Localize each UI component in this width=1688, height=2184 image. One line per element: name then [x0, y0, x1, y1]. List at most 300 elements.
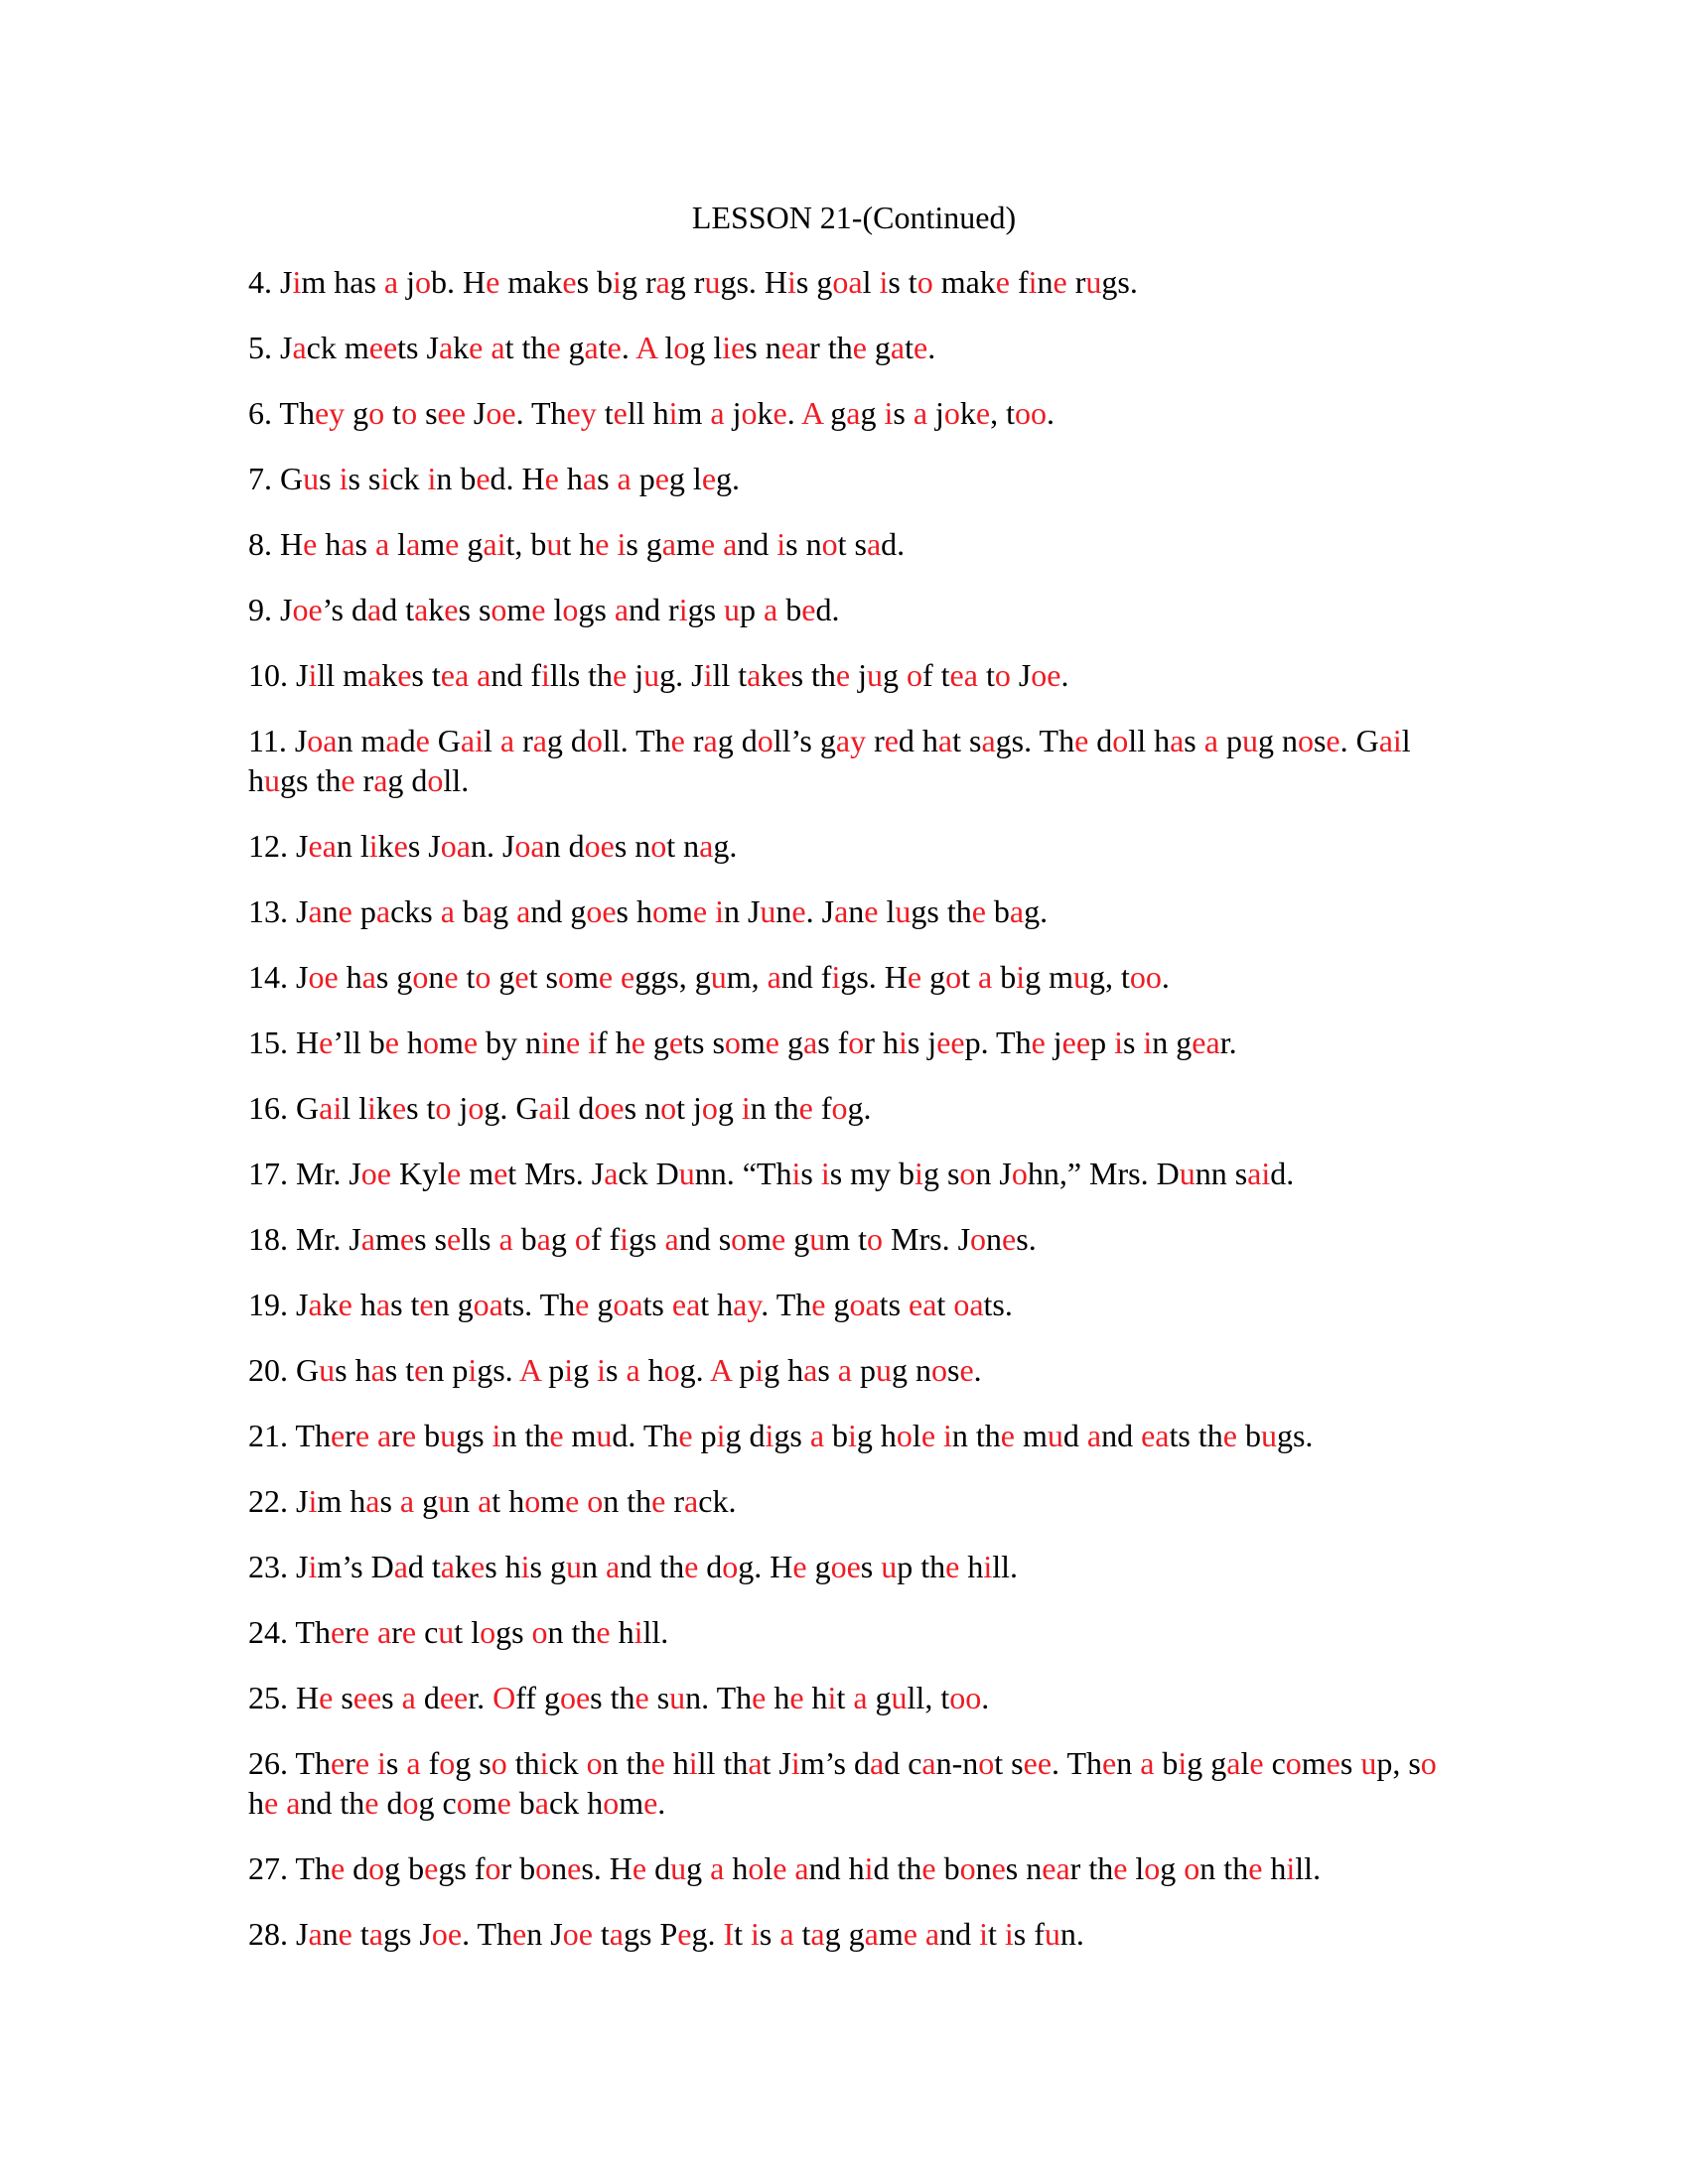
highlighted-vowel: ie [722, 330, 746, 365]
highlighted-vowel: o [916, 264, 933, 300]
text-segment: r [354, 762, 374, 798]
text-segment: d [345, 1850, 369, 1886]
sentence-line [248, 1612, 1440, 1652]
text-segment: r b [500, 1850, 536, 1886]
highlighted-vowel: i [368, 828, 378, 864]
highlighted-vowel: e [791, 893, 806, 929]
highlighted-vowel: i [633, 1614, 643, 1650]
text-segment: j [1045, 1024, 1062, 1060]
highlighted-vowel: i [366, 1090, 376, 1126]
highlighted-vowel: a [1203, 723, 1218, 758]
text-segment: s. H [581, 1850, 633, 1886]
highlighted-vowel: i [377, 1745, 386, 1781]
text-segment: n th [1199, 1850, 1249, 1886]
page-title: LESSON 21-(Continued) [691, 200, 1017, 235]
highlighted-vowel: o [456, 1785, 473, 1821]
text-segment: b [1154, 1745, 1179, 1781]
highlighted-vowel: a [1170, 723, 1185, 758]
text-segment: 17. Mr. J [248, 1156, 361, 1191]
text-segment: s [417, 395, 438, 431]
highlighted-vowel: i [864, 1850, 874, 1886]
text-segment: m [472, 1785, 497, 1821]
text-segment: ll. [992, 1549, 1019, 1584]
text-segment: n th [500, 1418, 550, 1453]
highlighted-vowel: o [468, 1090, 485, 1126]
text-segment: s n [745, 330, 781, 365]
text-segment: ts s [683, 1024, 725, 1060]
text-segment: 22. J [248, 1483, 309, 1519]
highlighted-vowel: i [380, 461, 390, 496]
text-segment: nd f [491, 657, 542, 693]
highlighted-vowel: e [319, 1680, 334, 1715]
text-segment: g [806, 1549, 831, 1584]
text-segment: gs [774, 1418, 810, 1453]
text-segment: gs. [1101, 264, 1138, 300]
text-segment: s f [1013, 1916, 1045, 1952]
text-segment: g [866, 330, 891, 365]
sentence-line [248, 1219, 1440, 1259]
highlighted-vowel: o [943, 395, 960, 431]
highlighted-vowel: e [419, 1287, 434, 1322]
text-segment: p th [897, 1549, 946, 1584]
text-segment: g. [691, 1916, 724, 1952]
highlighted-vowel: e [595, 526, 610, 562]
text-segment: s [1184, 723, 1204, 758]
highlighted-vowel: o [574, 1221, 591, 1257]
highlighted-vowel: a [846, 395, 861, 431]
highlighted-vowel: oa [307, 723, 338, 758]
text-segment: m has [301, 264, 384, 300]
highlighted-vowel: i [468, 1352, 478, 1388]
highlighted-vowel: oa [953, 1287, 984, 1322]
highlighted-vowel: I [723, 1916, 735, 1952]
text-segment: t s [994, 1745, 1024, 1781]
highlighted-vowel: e [414, 1352, 429, 1388]
highlighted-vowel: e [991, 1850, 1006, 1886]
highlighted-vowel: oa [473, 1287, 503, 1322]
text-segment: k [959, 395, 976, 431]
text-segment: g h [764, 1352, 804, 1388]
text-segment: f [1009, 264, 1029, 300]
text-segment: n. [1059, 1916, 1084, 1952]
sentence-line [248, 1088, 1440, 1128]
highlighted-vowel: o [475, 959, 492, 995]
text-segment: m [420, 526, 446, 562]
text-segment: , t [990, 395, 1016, 431]
text-segment: gs J [382, 1916, 432, 1952]
highlighted-vowel: e [596, 1614, 611, 1650]
highlighted-vowel: e [486, 264, 500, 300]
highlighted-vowel: a [803, 1352, 818, 1388]
highlighted-vowel: e [445, 526, 460, 562]
highlighted-vowel: o [701, 1090, 718, 1126]
text-segment: s [893, 395, 914, 431]
text-segment: n p [428, 1352, 469, 1388]
highlighted-vowel: ea [909, 1287, 937, 1322]
highlighted-vowel: a [802, 1024, 818, 1060]
highlighted-vowel: e [1002, 1221, 1017, 1257]
highlighted-vowel: u [867, 657, 883, 693]
text-segment: h [639, 1352, 664, 1388]
text-segment: gs P [623, 1916, 678, 1952]
highlighted-vowel: a [937, 723, 953, 758]
highlighted-vowel: a [377, 1418, 392, 1453]
highlighted-vowel: oa [613, 1287, 643, 1322]
text-segment: d. Th [612, 1418, 679, 1453]
highlighted-vowel: oe [1031, 657, 1061, 693]
highlighted-vowel: o [427, 762, 444, 798]
text-segment: nn s [1195, 1156, 1248, 1191]
text-segment: n. J [470, 828, 515, 864]
highlighted-vowel: u [670, 1850, 687, 1886]
text-segment: m [740, 1024, 766, 1060]
highlighted-vowel: o [1285, 1745, 1302, 1781]
text-segment: gs [687, 592, 725, 627]
text-segment: g d [725, 1418, 766, 1453]
text-segment [469, 657, 477, 693]
highlighted-vowel: a [370, 1352, 385, 1388]
highlighted-vowel: e [303, 526, 318, 562]
text-segment: gs th [911, 893, 972, 929]
sentence-line [248, 1350, 1440, 1390]
sentence-line [248, 1914, 1440, 1954]
text-segment: l [764, 1850, 774, 1886]
highlighted-vowel: u [724, 592, 741, 627]
highlighted-vowel: a [308, 1916, 323, 1952]
highlighted-vowel: a [532, 723, 547, 758]
text-segment: 12. J [248, 828, 309, 864]
highlighted-vowel: u [1260, 1418, 1277, 1453]
text-segment: gs. H [840, 959, 908, 995]
highlighted-vowel: o [722, 1549, 739, 1584]
text-segment: s t [406, 1090, 436, 1126]
highlighted-vowel: i [496, 526, 506, 562]
text-segment: 28. J [248, 1916, 309, 1952]
text-segment [369, 1614, 377, 1650]
text-segment: h [803, 1680, 828, 1715]
text-segment: 6. Th [248, 395, 315, 431]
highlighted-vowel: a [361, 959, 376, 995]
text-segment: p [852, 1352, 876, 1388]
text-segment: b [454, 893, 479, 929]
text-segment: g [717, 1090, 742, 1126]
text-segment: nd r [629, 592, 679, 627]
sentence-line [248, 1023, 1440, 1062]
text-segment: nd [1101, 1418, 1142, 1453]
highlighted-vowel: o [535, 1850, 552, 1886]
text-segment: n th [750, 1090, 799, 1126]
text-segment: . Th [462, 1916, 513, 1952]
highlighted-vowel: o [724, 1024, 741, 1060]
text-segment: s g [375, 959, 413, 995]
text-segment: s [597, 461, 618, 496]
sentence-line [248, 721, 1440, 800]
highlighted-vowel: i [787, 264, 796, 300]
highlighted-vowel: u [710, 959, 727, 995]
text-segment: l d [561, 1090, 595, 1126]
highlighted-vowel: a [699, 828, 714, 864]
text-segment: 23. J [248, 1549, 309, 1584]
highlighted-vowel: a [534, 1785, 549, 1821]
text-segment: f f [590, 1221, 621, 1257]
text-segment: t [961, 959, 978, 995]
text-segment: l [1240, 1745, 1250, 1781]
text-segment: g [921, 959, 946, 995]
text-segment: h [317, 526, 342, 562]
text-segment: nd th [620, 1549, 685, 1584]
text-segment: d [1088, 723, 1113, 758]
text-segment: b [985, 893, 1010, 929]
highlighted-vowel: a [864, 1916, 879, 1952]
highlighted-vowel: o [586, 1745, 603, 1781]
text-segment: t [836, 1680, 854, 1715]
highlighted-vowel: a [1086, 1418, 1102, 1453]
text-segment: p [352, 893, 376, 929]
highlighted-vowel: i [620, 1221, 630, 1257]
highlighted-vowel: ea [440, 657, 470, 693]
highlighted-vowel: i [884, 395, 894, 431]
text-segment: s h [616, 893, 652, 929]
highlighted-vowel: o [931, 1352, 947, 1388]
highlighted-vowel: e [514, 959, 529, 995]
text-segment: m’s D [317, 1549, 394, 1584]
highlighted-vowel: a [1009, 893, 1025, 929]
text-segment: d h [898, 723, 938, 758]
text-segment: k [428, 592, 445, 627]
highlighted-vowel: oo [949, 1680, 982, 1715]
highlighted-vowel: e [531, 592, 546, 627]
highlighted-vowel: a [308, 893, 323, 929]
highlighted-vowel: a [924, 1916, 940, 1952]
highlighted-vowel: i [831, 959, 841, 995]
highlighted-vowel: u [881, 1549, 898, 1584]
text-segment: d [698, 1549, 723, 1584]
highlighted-vowel: a [308, 1287, 323, 1322]
text-segment: g [686, 1850, 711, 1886]
text-segment: d t [381, 592, 415, 627]
text-segment: t Mrs. J [507, 1156, 605, 1191]
text-segment: t [734, 1916, 751, 1952]
highlighted-vowel: i [943, 1418, 952, 1453]
highlighted-vowel: u [565, 1549, 582, 1584]
highlighted-vowel: e [798, 1090, 813, 1126]
highlighted-vowel: a [491, 330, 505, 365]
highlighted-vowel: a [617, 461, 632, 496]
text-segment: k [761, 657, 777, 693]
text-segment: gs. [1276, 1418, 1314, 1453]
highlighted-vowel: ea [1192, 1024, 1220, 1060]
highlighted-vowel: i [879, 264, 889, 300]
highlighted-vowel: oa [514, 828, 545, 864]
highlighted-vowel: i [755, 1352, 765, 1388]
text-segment: n th [951, 1418, 1001, 1453]
highlighted-vowel: i [588, 1024, 598, 1060]
highlighted-vowel: e [424, 1850, 439, 1886]
highlighted-vowel: i [983, 1549, 993, 1584]
highlighted-vowel: u [438, 1614, 455, 1650]
text-segment: m [573, 959, 599, 995]
highlighted-vowel: u [704, 264, 721, 300]
highlighted-vowel: ai [538, 1090, 562, 1126]
text-segment: r. [468, 1680, 493, 1715]
highlighted-vowel: oa [849, 1287, 880, 1322]
highlighted-vowel: a [794, 1850, 809, 1886]
sentence-line [248, 1743, 1440, 1823]
highlighted-vowel: e [354, 1418, 370, 1453]
text-segment: m [619, 1785, 644, 1821]
highlighted-vowel: e [330, 1745, 346, 1781]
text-segment: s t [384, 1352, 415, 1388]
highlighted-vowel: i [668, 395, 678, 431]
text-segment: n [454, 1483, 479, 1519]
highlighted-vowel: u [891, 1680, 908, 1715]
highlighted-vowel: ai [1378, 723, 1402, 758]
highlighted-vowel: e [914, 330, 928, 365]
highlighted-vowel: a [406, 1745, 421, 1781]
text-segment: s b [576, 264, 614, 300]
text-segment: n m [337, 723, 386, 758]
text-segment: n g [1152, 1024, 1193, 1060]
highlighted-vowel: o [848, 1024, 865, 1060]
sentence-line [248, 262, 1440, 302]
text-segment [278, 1785, 286, 1821]
text-segment: g [573, 1352, 598, 1388]
highlighted-vowel: e [399, 1221, 415, 1257]
highlighted-vowel: i [613, 264, 622, 300]
highlighted-vowel: o [480, 1614, 496, 1650]
highlighted-vowel: e [512, 1916, 527, 1952]
highlighted-vowel: e [575, 1287, 590, 1322]
highlighted-vowel: e [447, 1221, 462, 1257]
highlighted-vowel: e [1249, 1745, 1264, 1781]
text-segment [580, 1024, 588, 1060]
text-segment: ll, t [907, 1680, 950, 1715]
highlighted-vowel: u [1360, 1745, 1377, 1781]
highlighted-vowel: i [339, 461, 349, 496]
highlighted-vowel: o [660, 1090, 677, 1126]
highlighted-vowel: e [772, 1221, 786, 1257]
text-segment: g. J [659, 657, 704, 693]
text-segment: 14. J [248, 959, 309, 995]
highlighted-vowel: ey [314, 395, 346, 431]
text-segment: d [646, 1850, 671, 1886]
highlighted-vowel: o [650, 828, 667, 864]
highlighted-vowel: i [820, 1156, 830, 1191]
text-segment: m [675, 526, 701, 562]
highlighted-vowel: e [391, 1090, 407, 1126]
text-segment: p [631, 461, 655, 496]
highlighted-vowel: A [635, 330, 657, 365]
text-segment: s t [411, 657, 441, 693]
highlighted-vowel: o [994, 657, 1011, 693]
text-segment: f h [597, 1024, 632, 1060]
highlighted-vowel: e [546, 330, 561, 365]
text-segment: b [512, 1221, 537, 1257]
text-segment: l [862, 264, 880, 300]
text-segment: 24. Th [248, 1614, 331, 1650]
highlighted-vowel: e [598, 959, 614, 995]
text-segment: t l [454, 1614, 481, 1650]
text-segment: n g [433, 1287, 474, 1322]
text-segment: 8. H [248, 526, 304, 562]
highlighted-vowel: O [492, 1680, 516, 1715]
text-segment: ts. Th [502, 1287, 576, 1322]
highlighted-vowel: e [692, 893, 708, 929]
text-segment: Mrs. J [883, 1221, 971, 1257]
text-segment: r [866, 723, 885, 758]
text-segment: ll h [1128, 723, 1171, 758]
text-segment: j [451, 1090, 469, 1126]
highlighted-vowel: i [898, 1024, 908, 1060]
highlighted-vowel: ee [352, 1680, 382, 1715]
text-segment: 11. J [248, 723, 308, 758]
text-segment: n [775, 893, 792, 929]
text-segment: l [878, 893, 896, 929]
text-segment: . [927, 330, 936, 365]
highlighted-vowel: A [518, 1352, 541, 1388]
text-segment: j [927, 395, 944, 431]
text-segment: ck D [618, 1156, 679, 1191]
sentence-line [248, 891, 1440, 931]
highlighted-vowel: i [308, 657, 318, 693]
text-segment: h [610, 1614, 634, 1650]
text-segment: 4. J [248, 264, 293, 300]
text-segment: g [459, 526, 484, 562]
text-segment: g r [621, 264, 656, 300]
highlighted-vowel: oe [431, 1916, 463, 1952]
highlighted-vowel: i [678, 592, 688, 627]
text-segment: t [458, 959, 476, 995]
highlighted-vowel: a [498, 1221, 513, 1257]
highlighted-vowel: o [945, 959, 962, 995]
highlighted-vowel: a [393, 1549, 408, 1584]
highlighted-vowel: u [678, 1156, 695, 1191]
text-segment: ll th [697, 1745, 749, 1781]
highlighted-vowel: u [760, 893, 776, 929]
text-segment: . [1060, 657, 1069, 693]
text-segment: t th [504, 330, 547, 365]
text-segment: g [644, 1024, 669, 1060]
text-segment: h [248, 1785, 264, 1821]
text-segment: gs [629, 1221, 665, 1257]
sentence-line [248, 1678, 1440, 1717]
highlighted-vowel: i [492, 1418, 501, 1453]
highlighted-vowel: e [565, 1024, 581, 1060]
text-segment: ck. [698, 1483, 737, 1519]
highlighted-vowel: u [264, 762, 280, 798]
text-segment: m [677, 395, 711, 431]
text-segment: r th [809, 330, 853, 365]
text-segment: s [1313, 723, 1327, 758]
highlighted-vowel: e [354, 1614, 370, 1650]
text-segment: p [1090, 1024, 1115, 1060]
highlighted-vowel: u [1047, 1418, 1063, 1453]
text-segment: . [621, 330, 636, 365]
highlighted-vowel: u [809, 1221, 826, 1257]
highlighted-vowel: a [584, 330, 599, 365]
text-segment: mak [499, 264, 563, 300]
text-segment: . [1161, 959, 1170, 995]
text-segment: g [778, 1024, 803, 1060]
text-segment: s [800, 1156, 821, 1191]
highlighted-vowel: oe [562, 1916, 593, 1952]
text-segment: g [550, 1221, 575, 1257]
text-segment: n [549, 1024, 566, 1060]
text-segment: ck [389, 461, 428, 496]
text-segment: b [992, 959, 1017, 995]
text-segment: m t [825, 1221, 868, 1257]
text-segment: . [1047, 395, 1055, 431]
